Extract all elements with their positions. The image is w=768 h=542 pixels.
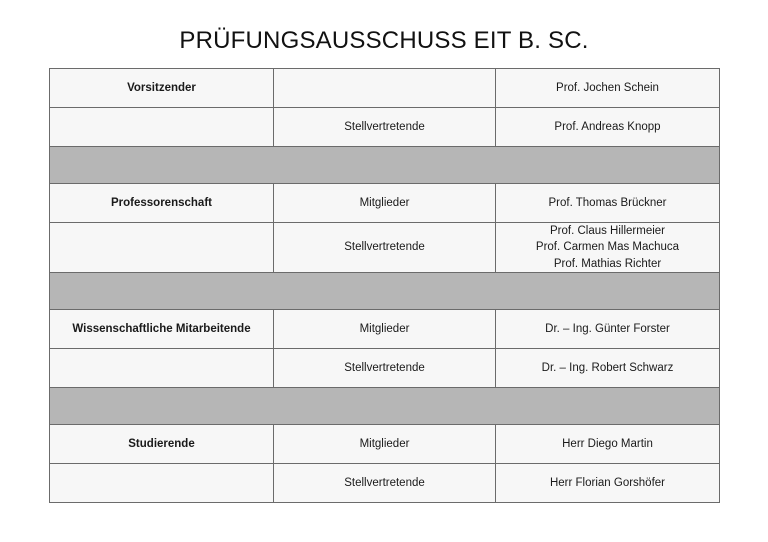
- table-row: [50, 309, 720, 348]
- member-names-cell: [496, 463, 720, 502]
- person-name: Prof. Carmen Mas Machuca: [535, 241, 680, 254]
- member-names-cell: [496, 223, 720, 273]
- names-list: [500, 360, 715, 376]
- section-spacer: [50, 272, 720, 309]
- table-row: [50, 424, 720, 463]
- membership-kind-cell: [274, 69, 496, 108]
- person-name: Dr. – Ing. Günter Forster: [545, 322, 670, 335]
- names-list: [500, 321, 715, 337]
- person-name: Herr Diego Martin: [562, 437, 653, 450]
- section-spacer-cell: [50, 272, 720, 309]
- section-role-vorsitzender: Vorsitzender: [50, 69, 274, 108]
- membership-kind-cell: Stellvertretende: [274, 348, 496, 387]
- names-list: [500, 195, 715, 211]
- section-spacer-cell: [50, 147, 720, 184]
- page-title: PRÜFUNGSAUSSCHUSS EIT B. SC.: [179, 27, 589, 54]
- membership-kind-cell: Mitglieder: [274, 424, 496, 463]
- table-row: [50, 184, 720, 223]
- section-spacer: [50, 387, 720, 424]
- table-row: [50, 223, 720, 273]
- membership-kind-cell: Mitglieder: [274, 184, 496, 223]
- member-names-cell: [496, 108, 720, 147]
- section-role-empty: [50, 348, 274, 387]
- person-name: Dr. – Ing. Robert Schwarz: [541, 361, 674, 374]
- names-list: [500, 80, 715, 96]
- person-name: Prof. Jochen Schein: [556, 81, 659, 94]
- membership-kind-cell: Mitglieder: [274, 309, 496, 348]
- table-row: [50, 69, 720, 108]
- membership-kind-cell: Stellvertretende: [274, 463, 496, 502]
- person-name: Prof. Mathias Richter: [553, 257, 662, 270]
- membership-kind-cell: Stellvertretende: [274, 223, 496, 273]
- section-role-professorenschaft: Professorenschaft: [50, 184, 274, 223]
- section-role-empty: [50, 223, 274, 273]
- section-role-wissenschaftliche-mitarbeitende: Wissenschaftliche Mitarbeitende: [50, 309, 274, 348]
- section-spacer: [50, 147, 720, 184]
- member-names-cell: [496, 69, 720, 108]
- person-name: Prof. Thomas Brückner: [548, 196, 667, 209]
- committee-table-container: [49, 68, 719, 503]
- section-role-empty: [50, 108, 274, 147]
- table-row: [50, 348, 720, 387]
- names-list: [500, 223, 715, 272]
- member-names-cell: [496, 184, 720, 223]
- names-list: [500, 119, 715, 135]
- member-names-cell: [496, 424, 720, 463]
- table-row: [50, 108, 720, 147]
- person-name: Prof. Andreas Knopp: [554, 120, 661, 133]
- committee-table: [49, 68, 720, 503]
- names-list: [500, 436, 715, 452]
- person-name: Prof. Claus Hillermeier: [549, 225, 666, 237]
- member-names-cell: [496, 348, 720, 387]
- membership-kind-cell: Stellvertretende: [274, 108, 496, 147]
- table-row: [50, 463, 720, 502]
- section-role-studierende: Studierende: [50, 424, 274, 463]
- names-list: [500, 475, 715, 491]
- section-role-empty: [50, 463, 274, 502]
- member-names-cell: [496, 309, 720, 348]
- section-spacer-cell: [50, 387, 720, 424]
- person-name: Herr Florian Gorshöfer: [549, 476, 666, 489]
